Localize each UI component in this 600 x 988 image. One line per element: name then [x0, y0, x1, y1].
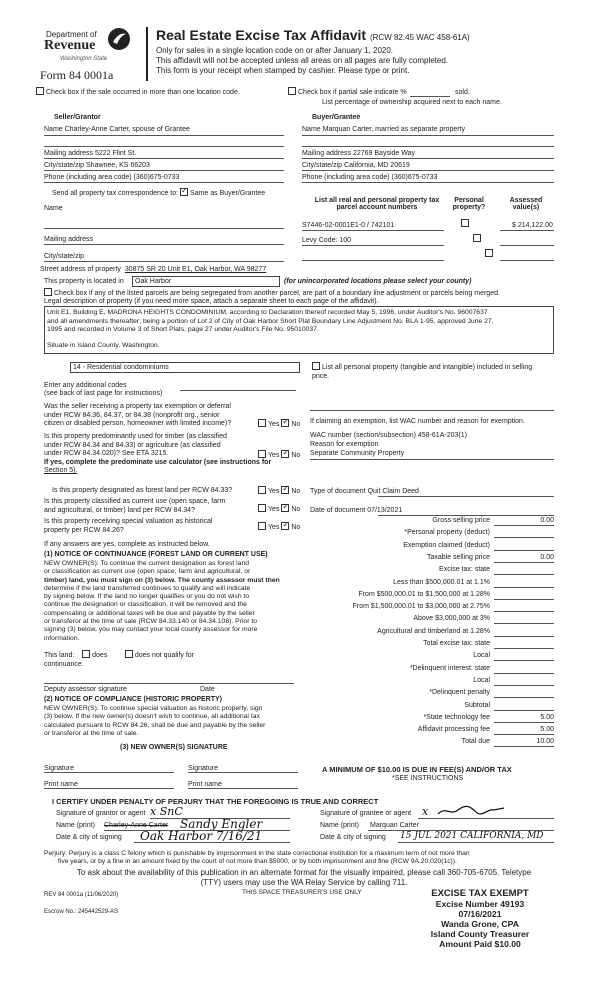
- seller-phone[interactable]: Phone (including area code) (360)675-0733: [44, 174, 180, 181]
- sig-label-1: Signature: [44, 765, 74, 772]
- fee-row-label: Excise tax: state: [439, 566, 490, 574]
- corr-city-label: City/state/zip: [44, 253, 85, 260]
- levy-code[interactable]: Levy Code: 100: [302, 237, 352, 244]
- addl-codes-label: Enter any additional codes (see back of last page for instructions): [44, 382, 163, 397]
- assessed-value[interactable]: $ 214,122.00: [512, 222, 553, 229]
- q3-text: Is this property designated as forest land per RCW 84.33?: [52, 487, 233, 494]
- fee-row-value[interactable]: 5.00: [540, 726, 554, 734]
- grantor-date-label: Date & city of signing: [56, 834, 122, 841]
- fee-row-label: Affidavit processing fee: [417, 726, 490, 734]
- legal-label: Legal description of property (if you need more space, attach a separate sheet to each page of the affidavit).: [44, 298, 379, 305]
- seller-heading: Seller/Grantor: [54, 114, 101, 121]
- grantor-name-handwritten: Sandy Engler: [180, 817, 263, 831]
- seller-city[interactable]: City/state/zip Shawnee, KS 66203: [44, 162, 150, 169]
- deputy-sig-field[interactable]: [44, 683, 294, 684]
- checkbox-icon: [36, 87, 44, 95]
- use-code-select[interactable]: 14 - Residential condominiums: [70, 362, 300, 373]
- parcel-number[interactable]: S7446-02-0001E1-0 / 742101: [302, 222, 395, 229]
- q3-answer[interactable]: Yes ✓ No: [258, 487, 300, 495]
- fee-row-label: Gross selling price: [432, 517, 490, 524]
- seller-name[interactable]: Name Charley-Anne Carter, spouse of Grantee: [44, 126, 190, 133]
- buyer-name[interactable]: Name Marquan Carter, married as separate property: [302, 126, 466, 133]
- partial-sale-checkbox[interactable]: Check box if partial sale indicate %: [288, 88, 407, 96]
- grantee-date-city[interactable]: 15 JUL 2021 CALIFORNIA, MD: [400, 831, 544, 841]
- fee-row-label: Total excise tax: state: [423, 640, 490, 647]
- q4-text: Is this property classified as current use (open space, farm and agricultural, or timber) land per RCW 84.34?: [44, 498, 226, 514]
- print-label-2: Print name: [188, 781, 222, 788]
- pct-list-note: List percentage of ownership acquired next to each name.: [322, 99, 502, 106]
- multi-location-checkbox[interactable]: Check box if the sale occurred in more than one location code.: [36, 88, 240, 96]
- buyer-phone[interactable]: Phone (including area code) (360)675-0733: [302, 174, 438, 181]
- fee-row-label: Above $3,000,000 at 3%: [413, 615, 490, 623]
- same-as-buyer-checkbox[interactable]: [180, 188, 188, 196]
- fee-row-label: From $500,000.01 to $1,500,000 at 1.28%: [358, 590, 490, 598]
- this-land-row[interactable]: This land: does does not qualify for: [44, 651, 194, 659]
- fee-row-value[interactable]: 0.00: [540, 517, 554, 524]
- grantor-date-city[interactable]: Oak Harbor 7/16/21: [140, 829, 263, 843]
- q2-answer[interactable]: Yes ✓ No: [258, 451, 300, 459]
- notice3-heading: (3) NEW OWNER(S) SIGNATURE: [120, 744, 228, 751]
- treasurer-stamp: EXCISE TAX EXEMPT Excise Number 49193 07/16/2021 Wanda Grone, CPA Island County Treasurer Amount Paid $10.00: [430, 888, 530, 949]
- fee-row-value[interactable]: 10.00: [536, 738, 554, 746]
- treasurer-label: THIS SPACE TREASURER'S USE ONLY: [242, 889, 362, 896]
- unincorp-note: (for unincorporated locations please select your county): [284, 278, 472, 285]
- if-any-note: If any answers are yes, complete as instructed below.: [44, 541, 210, 548]
- continuance-label: continuance.: [44, 661, 84, 668]
- addl-codes-field[interactable]: [180, 390, 296, 391]
- doc-date[interactable]: Date of document 07/13/2021: [310, 507, 403, 514]
- fee-row-label: Total due: [461, 738, 490, 746]
- corr-name-field[interactable]: [44, 228, 284, 229]
- checkbox-icon: [44, 288, 52, 296]
- q2-text: Is this property predominantly used for timber (as classified under RCW 84.34 and 84.33) or agriculture (as classified under RCW 84.34.020)? See ETA 3215. If yes, complete the predominate use calculator (see instructions for Section 5).: [44, 433, 272, 474]
- header-line3: This form is your receipt when stamped by cashier. Please type or print.: [156, 66, 410, 75]
- personal-property-checkbox[interactable]: List all personal property (tangible and intangible) included in selling price.: [312, 364, 533, 380]
- deputy-date-label: Date: [200, 686, 215, 693]
- checkbox-icon: [288, 87, 296, 95]
- located-label: This property is located in: [44, 278, 124, 285]
- grantee-name[interactable]: Marquan Carter: [370, 822, 420, 829]
- q5-text: Is this property receiving special valuation as historical property per RCW 84.26?: [44, 518, 213, 534]
- print-label-1: Print name: [44, 781, 78, 788]
- fee-row-label: Local: [473, 676, 490, 684]
- rev-label: REV 84 0001a (11/06/2020): [44, 892, 119, 898]
- state-label: Washington State: [60, 56, 108, 62]
- segregation-checkbox[interactable]: Check box if any of the listed parcels are being segregated from another parcel, are part of a boundary line adjustment or parcels being merged.: [44, 289, 500, 297]
- q5-answer[interactable]: Yes ✓ No: [258, 523, 300, 531]
- doc-type[interactable]: Type of document Quit Claim Deed: [310, 488, 419, 495]
- corr-city-field[interactable]: [44, 261, 284, 262]
- grantee-signature-scribble: [436, 804, 506, 820]
- fee-row-value[interactable]: 5.00: [540, 713, 554, 721]
- fee-row-label: Local: [473, 652, 490, 660]
- escrow-label: Escrow No.: 245442529-AS: [44, 909, 119, 915]
- header-divider: [146, 27, 148, 81]
- notice2-text: NEW OWNER(S): To continue special valuation as historic property, sign (3) below. If the new owner(s) doesn't wish to continue, all additional tax calculated pursuant to RCW 84.26, shall be due and payable by the seller or transferor at the time of sale.: [44, 705, 266, 737]
- claim-note: If claiming an exemption, list WAC number and reason for exemption.: [310, 418, 525, 425]
- fee-row-value[interactable]: 0.00: [540, 553, 554, 561]
- certify-heading: I CERTIFY UNDER PENALTY OF PERJURY THAT THE FOREGOING IS TRUE AND CORRECT: [52, 797, 379, 806]
- notice2-heading: (2) NOTICE OF COMPLIANCE (HISTORIC PROPERTY): [44, 696, 222, 703]
- fee-row-label: Subtotal: [464, 701, 490, 709]
- fee-row-label: *Delinquent interest: state: [409, 664, 490, 672]
- street-row: Street address of property 30875 SR 20 Unit E1, Oak Harbor, WA 98277: [40, 266, 267, 273]
- correspondence-label: Send all property tax correspondence to: ✓ Same as Buyer/Grantee: [52, 189, 265, 197]
- minimum-note: A MINIMUM OF $10.00 IS DUE IN FEE(S) AND/OR TAX: [322, 765, 512, 774]
- new-owner-print-1[interactable]: [44, 788, 174, 789]
- fee-row-label: Exemption claimed (deduct): [403, 541, 490, 549]
- buyer-heading: Buyer/Grantee: [312, 114, 361, 121]
- revenue-logo-text: Revenue: [44, 38, 96, 53]
- sig-label-2: Signature: [188, 765, 218, 772]
- assessed-col-header: Assessed value(s): [509, 197, 543, 211]
- perjury-text: Perjury: Perjury is a class C felony which is punishable by imprisonment in the state correctional institution for a maximum term of not more than five years, or by a fine in an amount fixed by the court of not more than $5000, or by both imprisonment and fine (RCW 9A.20.020(1c)).: [44, 850, 470, 866]
- personal-col-header: Personal property?: [452, 197, 486, 211]
- corr-mail-label: Mailing address: [44, 236, 94, 243]
- buyer-mail[interactable]: Mailing address 22769 Bayside Way: [302, 150, 415, 157]
- new-owner-sig-1[interactable]: [44, 772, 174, 773]
- corr-name-label: Name: [44, 205, 63, 212]
- header-line2: This affidavit will not be accepted unless all areas on all pages are fully completed.: [156, 56, 449, 65]
- fee-row-label: Less than $500,000.01 at 1.1%: [393, 578, 490, 586]
- personal-checkbox-2[interactable]: [473, 234, 481, 242]
- notice1-text: NEW OWNER(S): To continue the current designation as forest land or classification as current use (open space, farm and agricultural, or timber) land, you must sign on (3) below. The county assessor must then determine if the land transferred continues to qualify and will indicate by signing below. If the land no longer qualifies or you do not wish to continue the designation or classification, it will be removed and the compensating or additional taxes will be due and payable by the seller or transferor at the time of sale (RCW 84.33.140 or 84.34.108). Prior to signing (3) below, you may contact your local county assessor for more information.: [44, 560, 280, 642]
- sold-label: sold.: [455, 89, 470, 96]
- corr-mail-field[interactable]: [44, 244, 284, 245]
- page-title: Real Estate Excise Tax Affidavit (RCW 82.45 WAC 458-61A): [156, 27, 470, 43]
- fee-row-label: *State technology fee: [423, 713, 490, 721]
- grantee-signature: x: [422, 805, 429, 818]
- grantor-name[interactable]: Charley-Anne Carter: [104, 822, 169, 829]
- q1-text: Was the seller receiving a property tax exemption or deferral under RCW 84.36, 84.37, or 84.38 (nonprofit org., senior citizen or disabled person, homeowner with limited income)?: [44, 403, 232, 427]
- grantor-signature: x SnC: [150, 805, 183, 818]
- grantee-sig-label: Signature of grantee or agent: [320, 810, 412, 817]
- personal-checkbox-3[interactable]: [485, 249, 493, 257]
- reason-value[interactable]: Separate Community Property: [310, 450, 405, 457]
- fee-row-label: Agricultural and timberland at 1.28%: [377, 627, 490, 635]
- buyer-city[interactable]: City/state/zip California, MD 20619: [302, 162, 410, 169]
- alt-format-text: To ask about the availability of this publication in an alternate format for the visually impaired, please call 360-705-6705. Teletype (TTY) users may use the WA Relay Service by calling 711.: [76, 868, 532, 887]
- location-select[interactable]: Oak Harbor: [132, 276, 280, 287]
- parcel-col-header: List all real and personal property tax parcel account numbers: [314, 197, 440, 211]
- q4-answer[interactable]: Yes ✓ No: [258, 505, 300, 513]
- see-instructions: *SEE INSTRUCTIONS: [392, 775, 464, 782]
- seller-mail[interactable]: Mailing address 5222 Flint St.: [44, 150, 137, 157]
- grantor-name-label: Name (print): [56, 822, 95, 829]
- fee-row-label: *Personal property (deduct): [404, 529, 490, 537]
- notice1-heading: (1) NOTICE OF CONTINUANCE (FOREST LAND OR CURRENT USE): [44, 551, 268, 558]
- grantee-date-label: Date & city of signing: [320, 834, 386, 841]
- street-address[interactable]: 30875 SR 20 Unit E1, Oak Harbor, WA 98277: [124, 266, 267, 273]
- personal-checkbox-1[interactable]: [461, 219, 469, 227]
- deputy-label: Deputy assessor signature: [44, 686, 127, 693]
- form-number: Form 84 0001a: [40, 68, 114, 82]
- wac-number[interactable]: WAC number (section/subsection) 458-61A-203(1): [310, 432, 467, 439]
- header-line1: Only for sales in a single location code on or after January 1, 2020.: [156, 46, 394, 55]
- q1-answer[interactable]: Yes ✓ No: [258, 420, 300, 428]
- partial-pct-field[interactable]: [410, 96, 450, 97]
- fee-row-label: Taxable selling price: [426, 553, 490, 561]
- fee-row-label: *Delinquent penalty: [429, 689, 490, 697]
- dept-label: Department of: [46, 30, 97, 39]
- grantee-name-label: Name (print): [320, 822, 359, 829]
- grantor-sig-label: Signature of grantor or agent: [56, 810, 146, 817]
- new-owner-sig-2[interactable]: [188, 772, 298, 773]
- fee-row-label: From $1,500,000.01 to $3,000,000 at 2.75%: [352, 603, 490, 611]
- reason-label: Reason for exemption: [310, 441, 379, 448]
- new-owner-print-2[interactable]: [188, 788, 298, 789]
- revenue-logo-icon: [108, 28, 130, 50]
- legal-description-box[interactable]: Unit E1, Building E, MADRONA HEIGHTS CONDOMINIUM, according to Declaration thereof recorded May 5, 1996, under Auditor's No. 96007637 and all amendments thereafter; being a portion of Lot 2 of City of Oak Harbor Short Plat Boundary Line Adjustment No. BLA 1-95, approved June 27, 1995 and recorded in Volume 3 of Short Plats, page 27 under Auditor's File No. 95010037. Situate in Island County, Washington.: [44, 306, 554, 354]
